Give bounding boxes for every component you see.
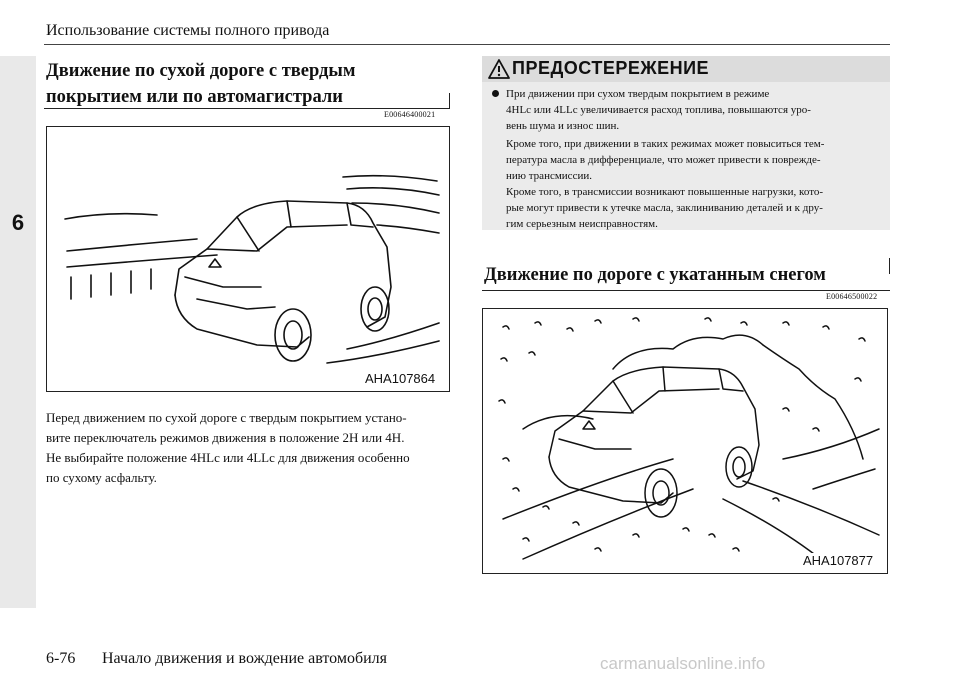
chapter-side-tab	[0, 56, 36, 608]
dry-road-figure	[46, 126, 450, 392]
dry-road-figure-label: AHA107864	[365, 371, 436, 386]
snow-road-figure	[482, 308, 888, 574]
dry-road-section-title: Движение по сухой дороге с твердым покрытием или по автомагистрали	[46, 61, 356, 107]
dry-road-title-rule	[44, 108, 450, 109]
snow-road-section-title: Движение по дороге с укатанным снегом	[484, 265, 826, 285]
snow-road-car-illustration	[483, 309, 888, 574]
warning-title: ПРЕДОСТЕРЕЖЕНИЕ	[512, 58, 710, 78]
dry-road-title-tick	[449, 93, 450, 109]
chapter-number: 6	[11, 210, 25, 235]
warning-paragraph-3: Кроме того, в трансмиссии возникают повышенные нагрузки, кото- рые могут привести к утечке масла, заклиниванию деталей и к дру- гим серьезным неисправностям.	[506, 186, 824, 230]
dry-road-section-code: E00646400021	[384, 110, 436, 119]
snow-road-figure-label: AHA107877	[803, 553, 874, 568]
dry-road-paragraph: Перед движением по сухой дороге с твердым покрытием устано- вите переключатель режимов движения в положение 2H или 4H. Не выбирайте положение 4HLc или 4LLc для движения особенно по сухому асфальту.	[46, 410, 410, 485]
watermark: carmanualsonline.info	[600, 654, 766, 673]
snow-road-title-tick	[889, 258, 890, 274]
warning-header	[482, 56, 890, 82]
snow-road-section-code: E00646500022	[826, 292, 878, 301]
warning-paragraph-2: Кроме того, при движении в таких режимах может повыситься тем- пература масла в дифференциале, что может привести к поврежде- нию трансмиссии.	[506, 138, 825, 182]
header-rule	[44, 44, 890, 45]
dry-road-car-illustration	[47, 127, 450, 392]
snow-road-title-rule	[482, 290, 890, 291]
running-header: Использование системы полного привода	[46, 22, 330, 39]
page-number: 6-76	[46, 650, 76, 667]
warning-triangle-icon	[488, 59, 510, 84]
footer-chapter-title: Начало движения и вождение автомобиля	[102, 650, 388, 667]
warning-bullet	[492, 90, 499, 97]
warning-paragraph-1: При движении при сухом твердым покрытием в режиме 4HLc или 4LLc увеличивается расход топлива, повышаются уро- вень шума и износ шин.	[506, 88, 811, 132]
warning-box	[482, 56, 890, 230]
